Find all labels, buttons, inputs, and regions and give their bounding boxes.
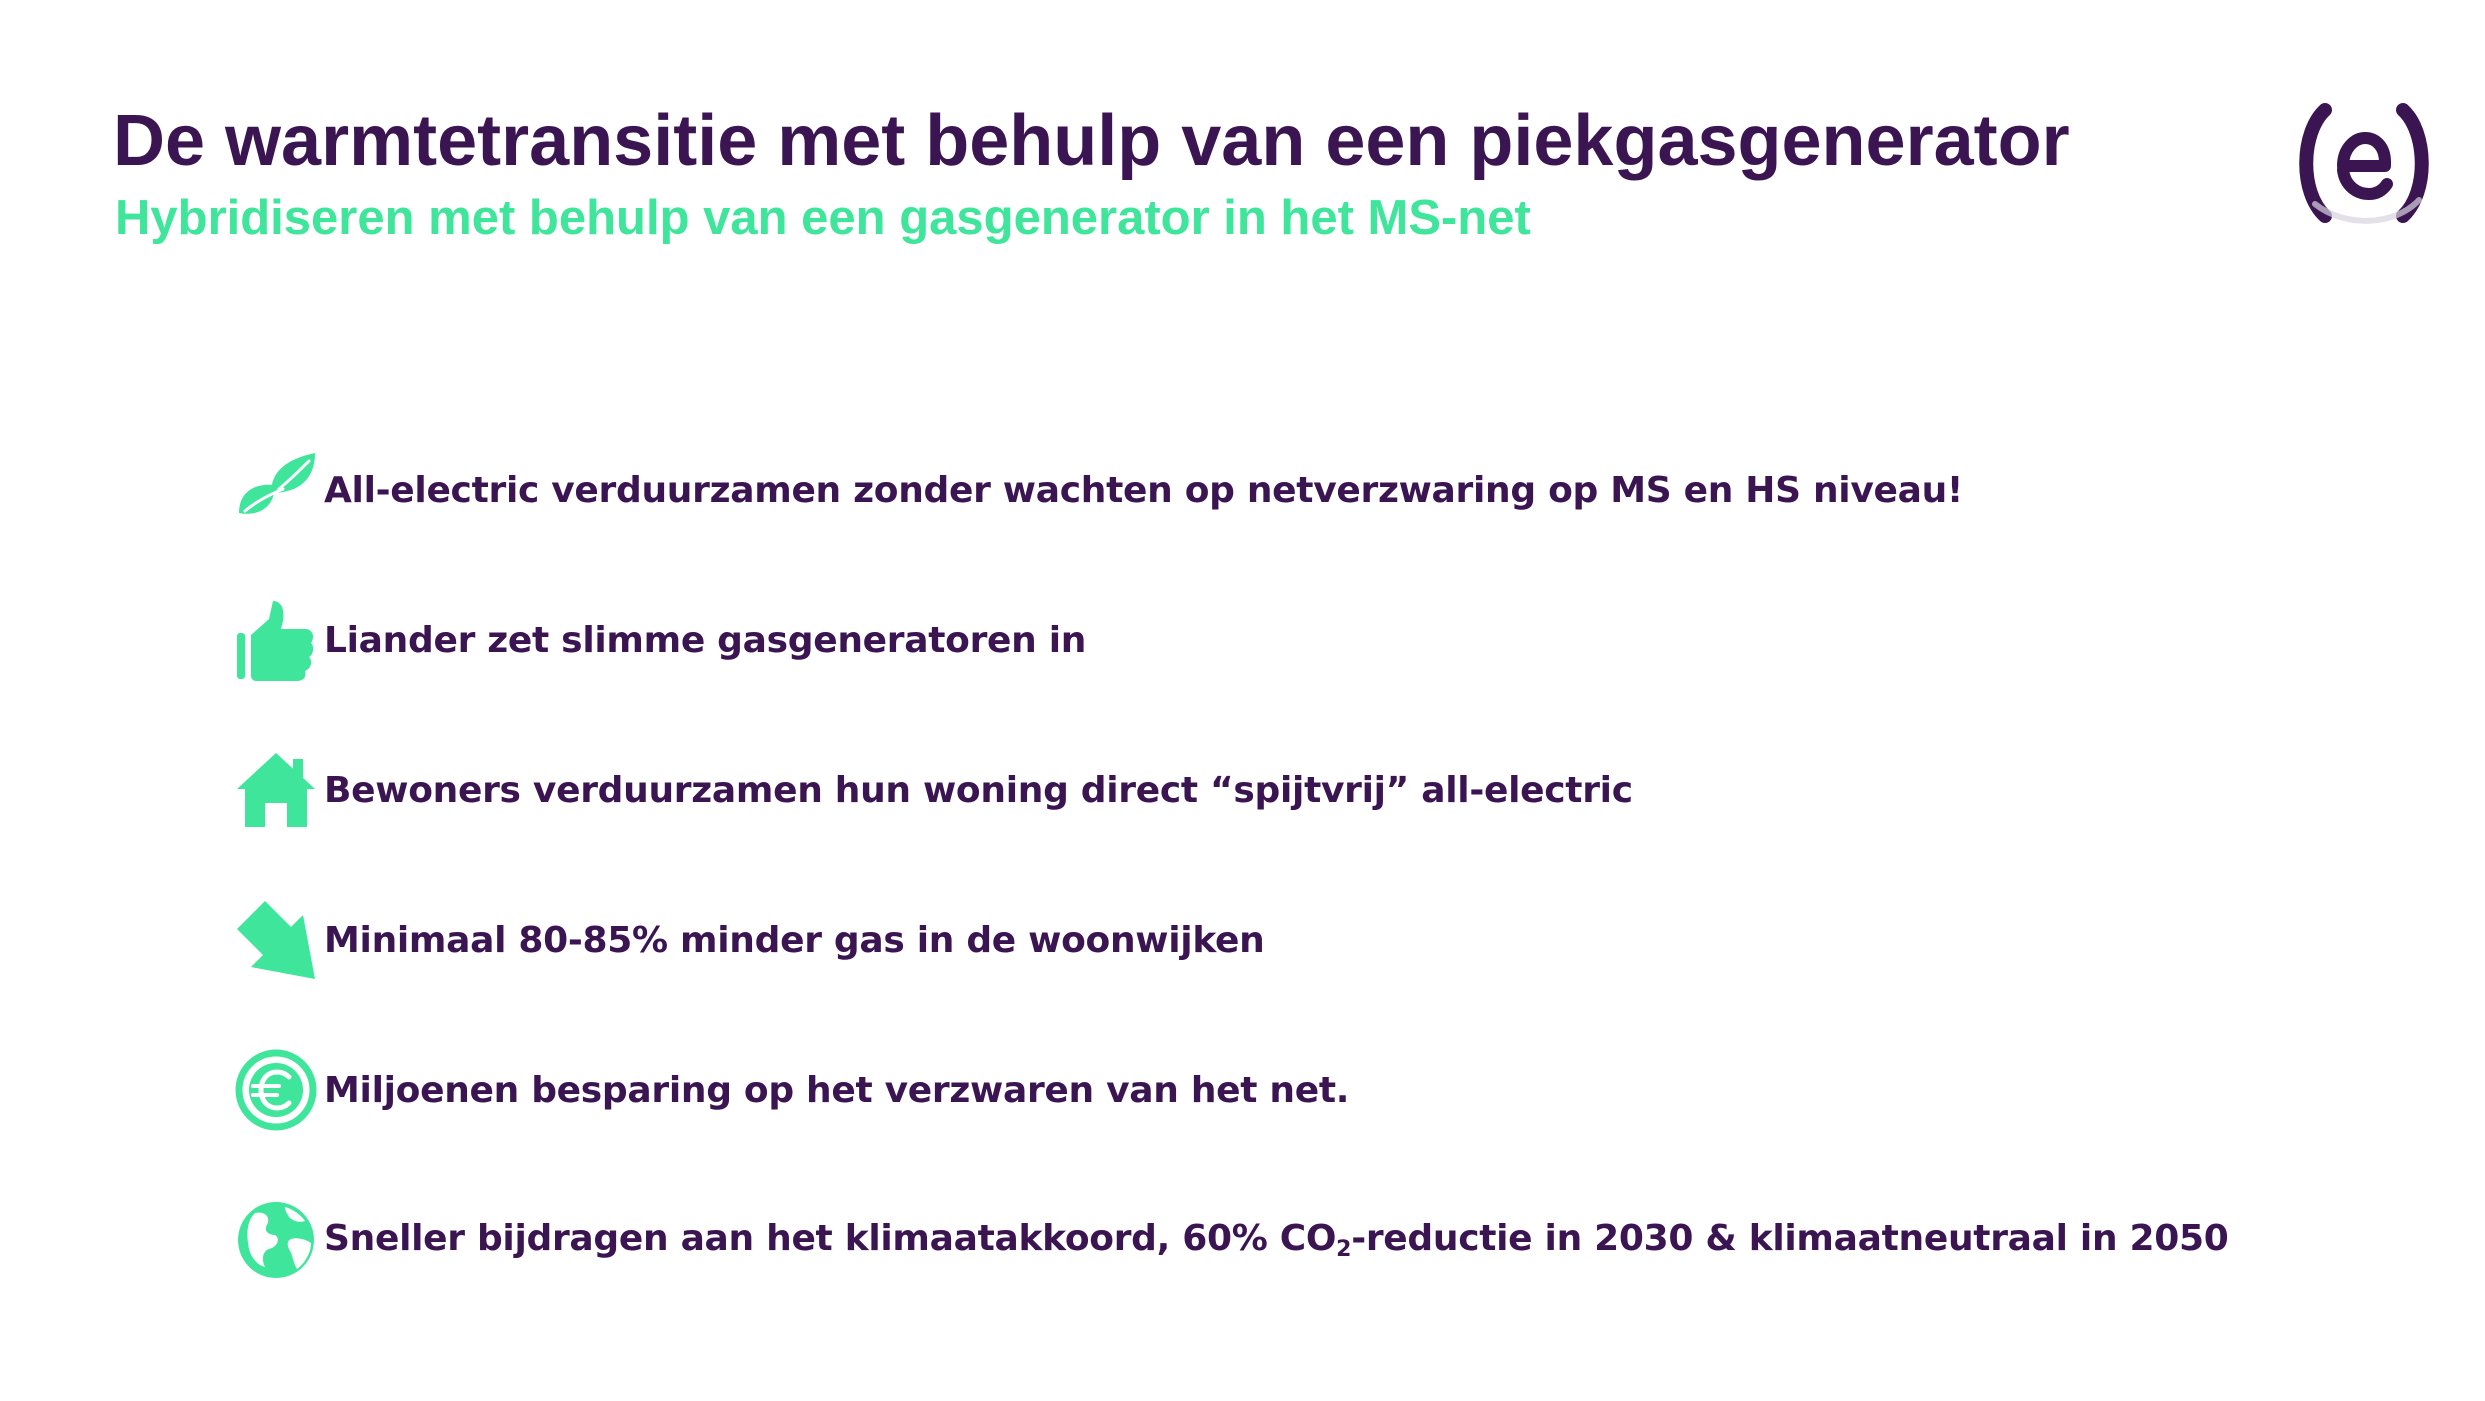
benefits-list (232, 415, 2229, 1315)
bullet-text: Liander zet slimme gasgeneratoren in (324, 619, 1087, 661)
house-icon (232, 746, 320, 834)
thumbs-up-icon (232, 596, 320, 684)
bullet-text: Bewoners verduurzamen hun woning direct “spijtvrij” all-electric (324, 769, 1633, 811)
bullet-text (324, 1218, 2229, 1262)
list-item (232, 865, 2229, 1015)
slide-title: De warmtetransitie met behulp van een piekgasgenerator (113, 101, 2070, 181)
globe-icon (232, 1196, 320, 1284)
e-bracket-logo-icon (2285, 100, 2440, 225)
company-logo (2285, 100, 2440, 225)
leaves-icon (232, 446, 320, 534)
bullet-text-part: Sneller bijdragen aan het klimaatakkoord, 60% CO (324, 1218, 1337, 1259)
bullet-text-part: -reductie in 2030 & klimaatneutraal in 2050 (1351, 1218, 2229, 1259)
bullet-text: All-electric verduurzamen zonder wachten op netverzwaring op MS en HS niveau! (324, 469, 1964, 511)
arrow-down-right-icon (232, 896, 320, 984)
list-item (232, 415, 2229, 565)
list-item (232, 1165, 2229, 1315)
list-item (232, 1015, 2229, 1165)
bullet-text: Minimaal 80-85% minder gas in de woonwijken (324, 919, 1265, 961)
euro-coin-icon (232, 1046, 320, 1134)
list-item (232, 715, 2229, 865)
bullet-text: Miljoenen besparing op het verzwaren van het net. (324, 1069, 1350, 1111)
slide-subtitle: Hybridiseren met behulp van een gasgenerator in het MS-net (115, 191, 1531, 245)
co2-subscript: 2 (1336, 1237, 1352, 1262)
list-item (232, 565, 2229, 715)
